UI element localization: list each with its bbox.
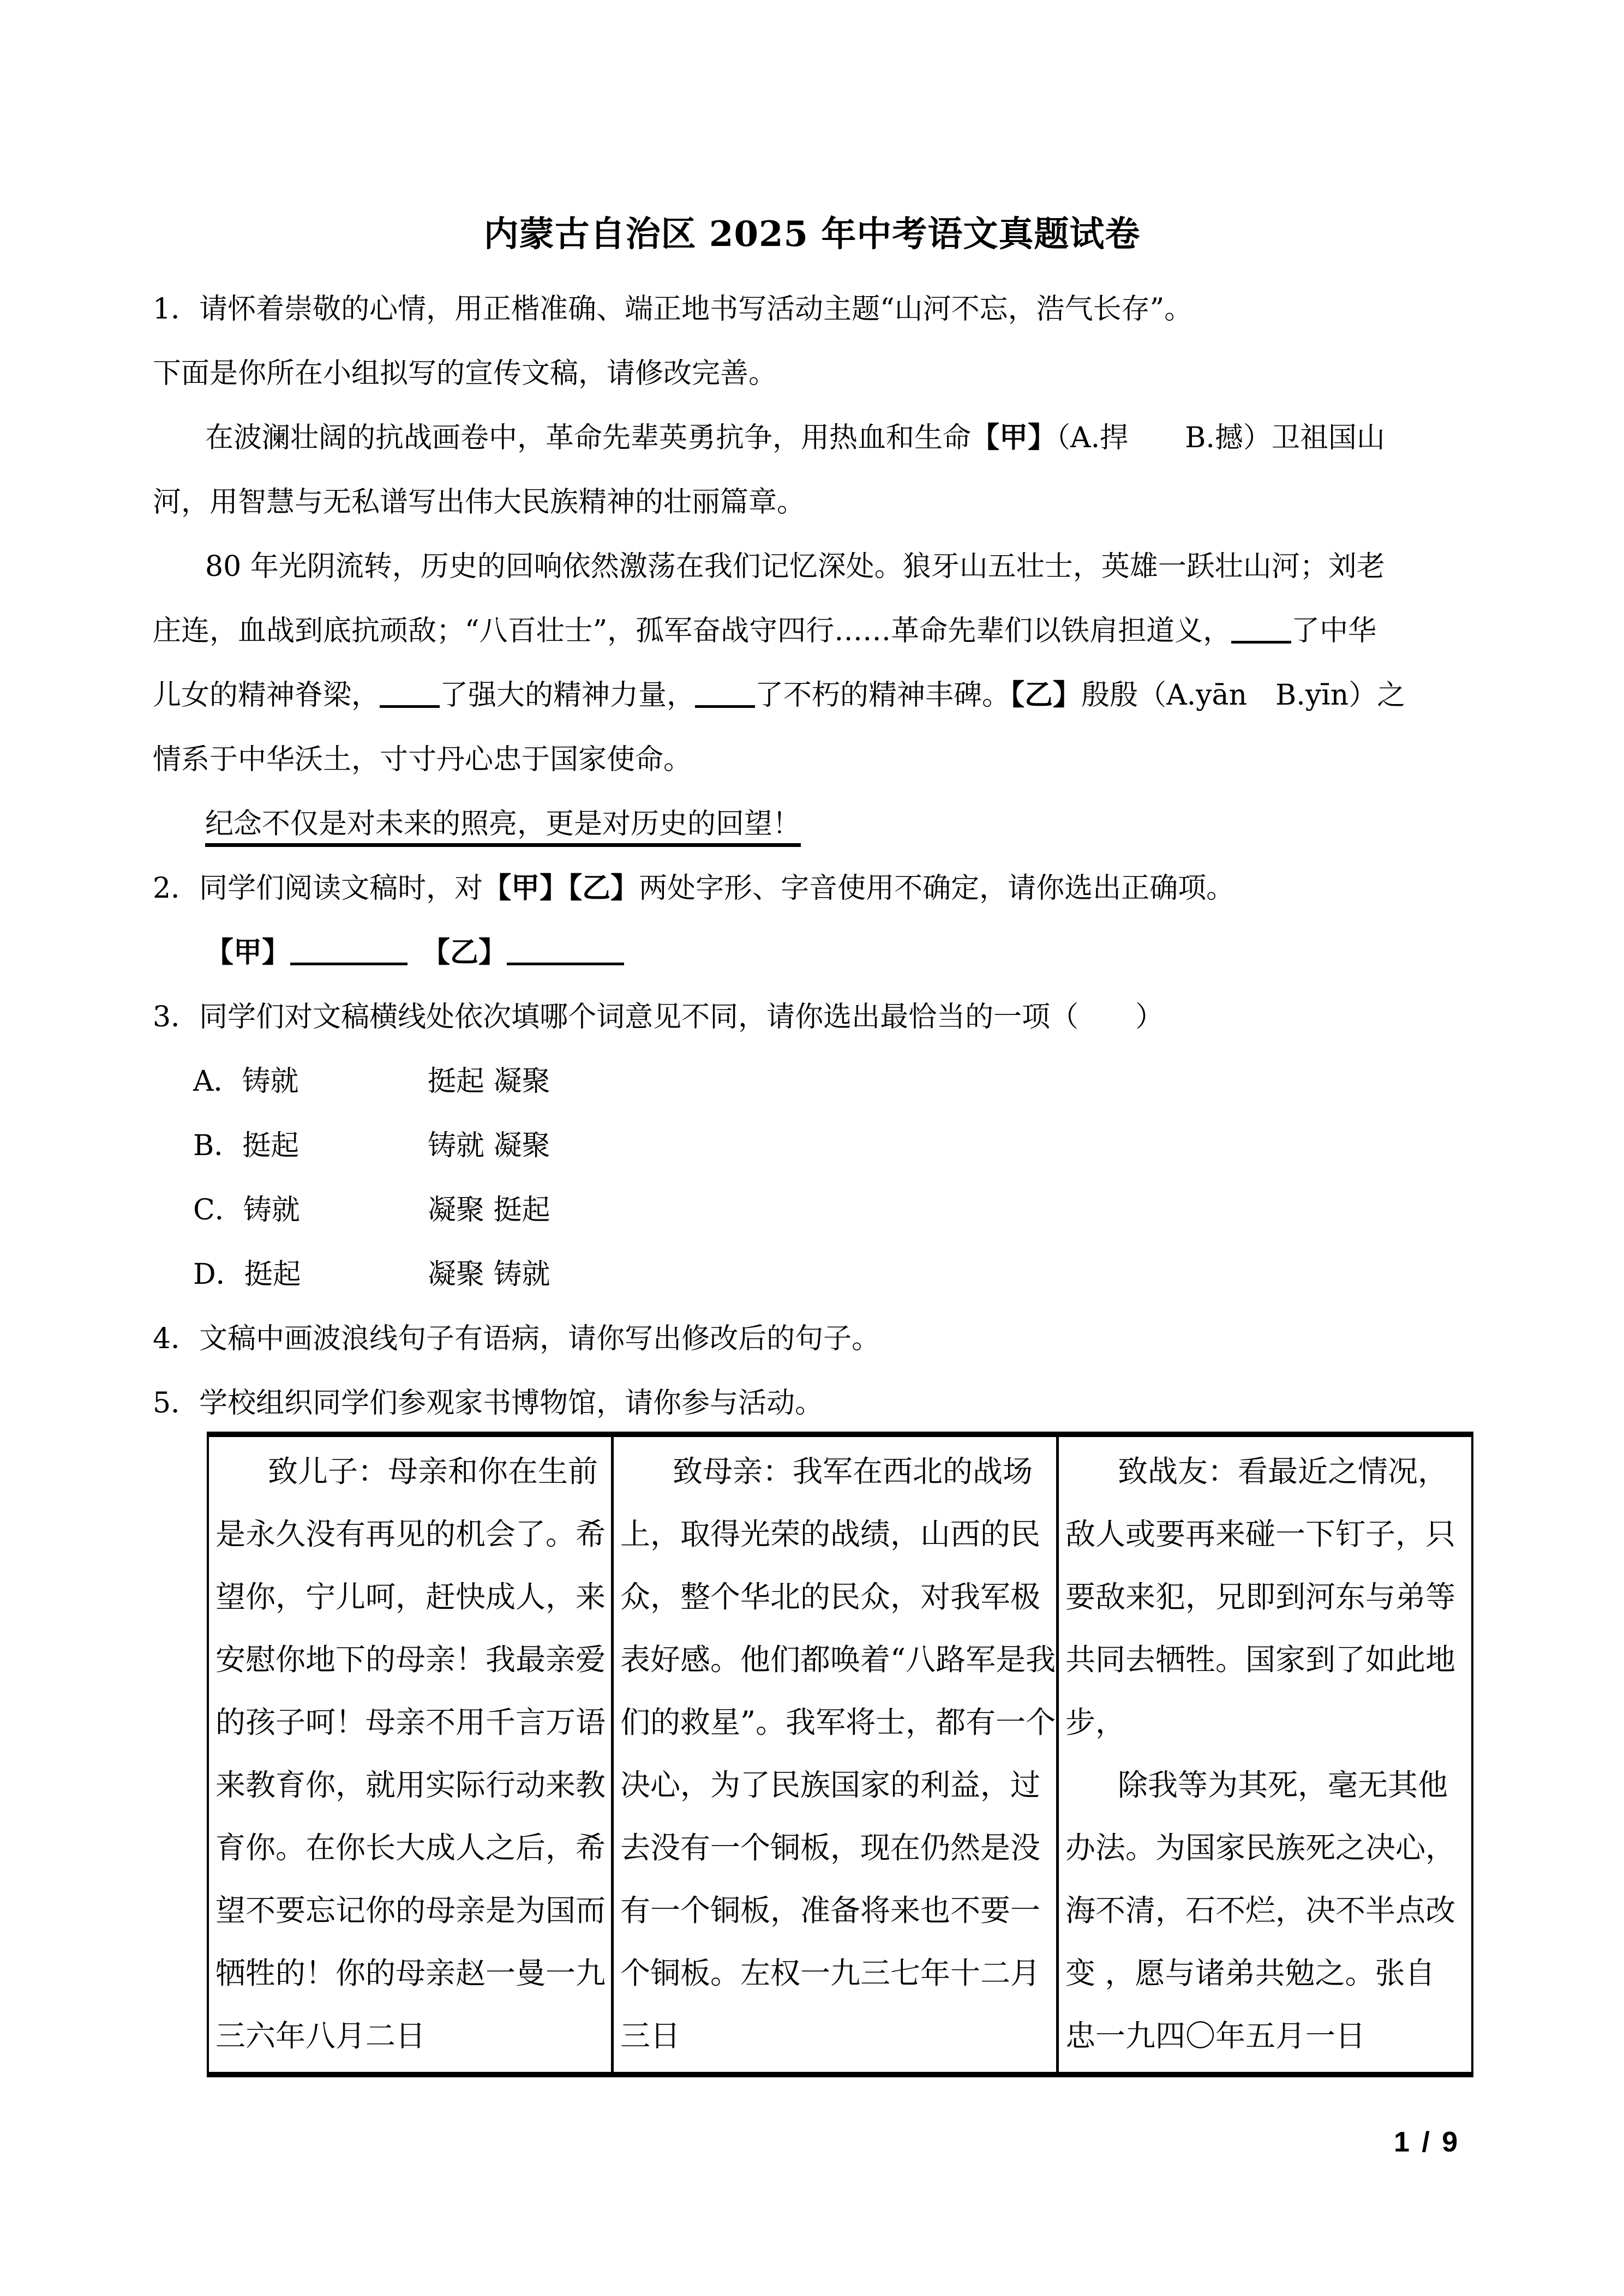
- letter-line: 敌人或要再来碰一下钉子，只: [1065, 1517, 1456, 1552]
- answer-blank-underline: [695, 686, 755, 708]
- letter-line: 变 ，愿与诸弟共勉之。张自: [1065, 1956, 1435, 1991]
- letter-line: 有一个铜板，准备将来也不要一: [620, 1893, 1041, 1928]
- text-segment: A．铸就: [193, 1065, 299, 1098]
- letter-cell-to-mother: [611, 1437, 1056, 2072]
- text-segment: 1．请怀着崇敬的心情，用正楷准确、端正地书写活动主题“山河不忘，浩气长存”。: [153, 293, 1193, 326]
- page-number: 1 / 9: [1394, 2126, 1460, 2158]
- question-text-block: [153, 277, 1489, 1435]
- text-segment: 下面是你所在小组拟写的宣传文稿，请修改完善。: [153, 357, 777, 390]
- letter-line: 望你，宁儿呵，赶快成人，来: [215, 1579, 606, 1614]
- text-line: [153, 1371, 1489, 1435]
- letter-cell-to-comrade: [1056, 1437, 1471, 2072]
- text-segment: 凝聚 铸就: [428, 1258, 550, 1291]
- letter-line: 步，: [1065, 1705, 1126, 1740]
- letter-line: 三日: [620, 2018, 681, 2053]
- bracket-marker: 【甲】: [971, 421, 1057, 454]
- text-line: [153, 470, 1489, 534]
- text-segment: 铸就 凝聚: [428, 1129, 550, 1162]
- letter-line: 共同去牺牲。国家到了如此地: [1065, 1642, 1456, 1677]
- text-line: [153, 921, 1489, 985]
- text-segment: 了强大的精神力量，: [440, 679, 696, 712]
- bracket-marker: 【乙】: [1010, 678, 1082, 712]
- letter-line: 去没有一个铜板，现在仍然是没: [620, 1830, 1041, 1865]
- text-segment: 挺起 凝聚: [428, 1065, 550, 1098]
- text-line: [153, 728, 1489, 792]
- text-line: [153, 1242, 1489, 1307]
- letter-line: 决心，为了民族国家的利益，过: [620, 1768, 1041, 1802]
- bracket-marker: 【乙】: [436, 936, 507, 969]
- letter-line: 致儿子：母亲和你在生前: [268, 1454, 598, 1489]
- letter-line: 们的救星”。我军将士，都有一个: [620, 1705, 1056, 1740]
- text-line: [153, 985, 1489, 1049]
- answer-blank-underline: [380, 686, 440, 708]
- text-segment: 情系于中华沃土，寸寸丹心忠于国家使命。: [153, 743, 692, 776]
- letter-line: 众，整个华北的民众，对我军极: [620, 1579, 1041, 1614]
- letter-cell-to-son: [209, 1437, 611, 2072]
- text-line: [153, 1178, 1489, 1242]
- text-segment: 2．同学们阅读文稿时，对: [153, 872, 483, 905]
- text-line: [153, 663, 1489, 728]
- letter-line: 海不清，石不烂，决不半点改: [1065, 1893, 1456, 1928]
- letter-line: 来教育你，就用实际行动来教: [215, 1768, 606, 1802]
- text-line: [153, 341, 1489, 406]
- text-line: [153, 406, 1489, 470]
- text-segment: 庄连，血战到底抗顽敌；“八百壮士”，孤军奋战守四行……革命先辈们以铁肩担道义，: [153, 615, 1232, 647]
- text-segment: 5．学校组织同学们参观家书博物馆，请你参与活动。: [153, 1387, 824, 1420]
- text-segment: 了不朽的精神丰碑。: [755, 679, 1011, 712]
- text-segment: 河，用智慧与无私谱写出伟大民族精神的壮丽篇章。: [153, 486, 806, 519]
- letter-line: 牺牲的！你的母亲赵一曼一九: [215, 1956, 606, 1991]
- letter-line: 是永久没有再见的机会了。希: [215, 1517, 606, 1552]
- text-segment: 4．文稿中画波浪线句子有语病，请你写出修改后的句子。: [153, 1323, 880, 1355]
- text-segment: [408, 936, 436, 969]
- wavy-underlined-sentence: [205, 808, 801, 847]
- family-letters-table: [207, 1432, 1473, 2077]
- text-line: [153, 1114, 1489, 1178]
- text-segment: 儿女的精神脊梁，: [153, 679, 380, 712]
- letter-line: 的孩子呵！母亲不用千言万语: [215, 1705, 606, 1740]
- letter-line: 育你。在你长大成人之后，希: [215, 1830, 606, 1865]
- letter-line: 望不要忘记你的母亲是为国而: [215, 1893, 606, 1928]
- text-segment: 80 年光阴流转，历史的回响依然激荡在我们记忆深处。狼牙山五壮士，英雄一跃壮山河；刘老: [205, 550, 1385, 583]
- text-line: [153, 599, 1489, 663]
- bracket-marker: 【甲】【乙】: [483, 871, 639, 905]
- text-segment: 3．同学们对文稿横线处依次填哪个词意见不同，请你选出最恰当的一项（ ）: [153, 1001, 1164, 1033]
- answer-blank-underline: [1231, 621, 1291, 644]
- answer-blank-underline: [507, 943, 624, 965]
- text-line: [153, 534, 1489, 599]
- letter-line: 办法。为国家民族死之决心，: [1065, 1830, 1456, 1865]
- text-segment: B．挺起: [193, 1129, 299, 1162]
- letter-line: 致母亲：我军在西北的战场: [673, 1454, 1033, 1489]
- bracket-marker: 【甲】: [205, 936, 291, 969]
- text-segment: 殷殷（A.yān B.yīn）之: [1081, 679, 1406, 712]
- text-segment: D．挺起: [193, 1258, 301, 1291]
- letter-line: 除我等为其死，毫无其他: [1118, 1768, 1448, 1802]
- text-line: [153, 1307, 1489, 1371]
- letter-line: 致战友：看最近之情况，: [1118, 1454, 1448, 1489]
- letter-line: 忠一九四〇年五月一日: [1065, 2018, 1366, 2053]
- page-title: 内蒙古自治区 2025 年中考语文真题试卷: [483, 214, 1141, 255]
- text-segment: C．铸就: [193, 1194, 300, 1227]
- text-segment: 凝聚 挺起: [428, 1194, 550, 1227]
- text-segment: 了中华: [1291, 615, 1377, 647]
- letter-line: 上，取得光荣的战绩，山西的民: [620, 1517, 1041, 1552]
- text-line: [153, 792, 1489, 856]
- text-line: [153, 277, 1489, 341]
- letter-line: 三六年八月二日: [215, 2018, 426, 2053]
- text-line: [153, 856, 1489, 921]
- letter-line: 表好感。他们都唤着“八路军是我: [620, 1642, 1056, 1677]
- text-segment: 纪念不仅是对未来的照亮，更是对历史的回望！: [205, 808, 801, 840]
- text-segment: 在波澜壮阔的抗战画卷中，革命先辈英勇抗争，用热血和生命: [205, 422, 972, 454]
- text-segment: （A.捍 B.撼）卫祖国山: [1056, 422, 1385, 454]
- letter-line: 要敌来犯，兄即到河东与弟等: [1065, 1579, 1456, 1614]
- text-line: [153, 1049, 1489, 1114]
- letter-line: 安慰你地下的母亲！我最亲爱: [215, 1642, 606, 1677]
- text-segment: 两处字形、字音使用不确定，请你选出正确项。: [639, 872, 1235, 905]
- letter-line: 个铜板。左权一九三七年十二月: [620, 1956, 1041, 1991]
- answer-blank-underline: [290, 943, 408, 965]
